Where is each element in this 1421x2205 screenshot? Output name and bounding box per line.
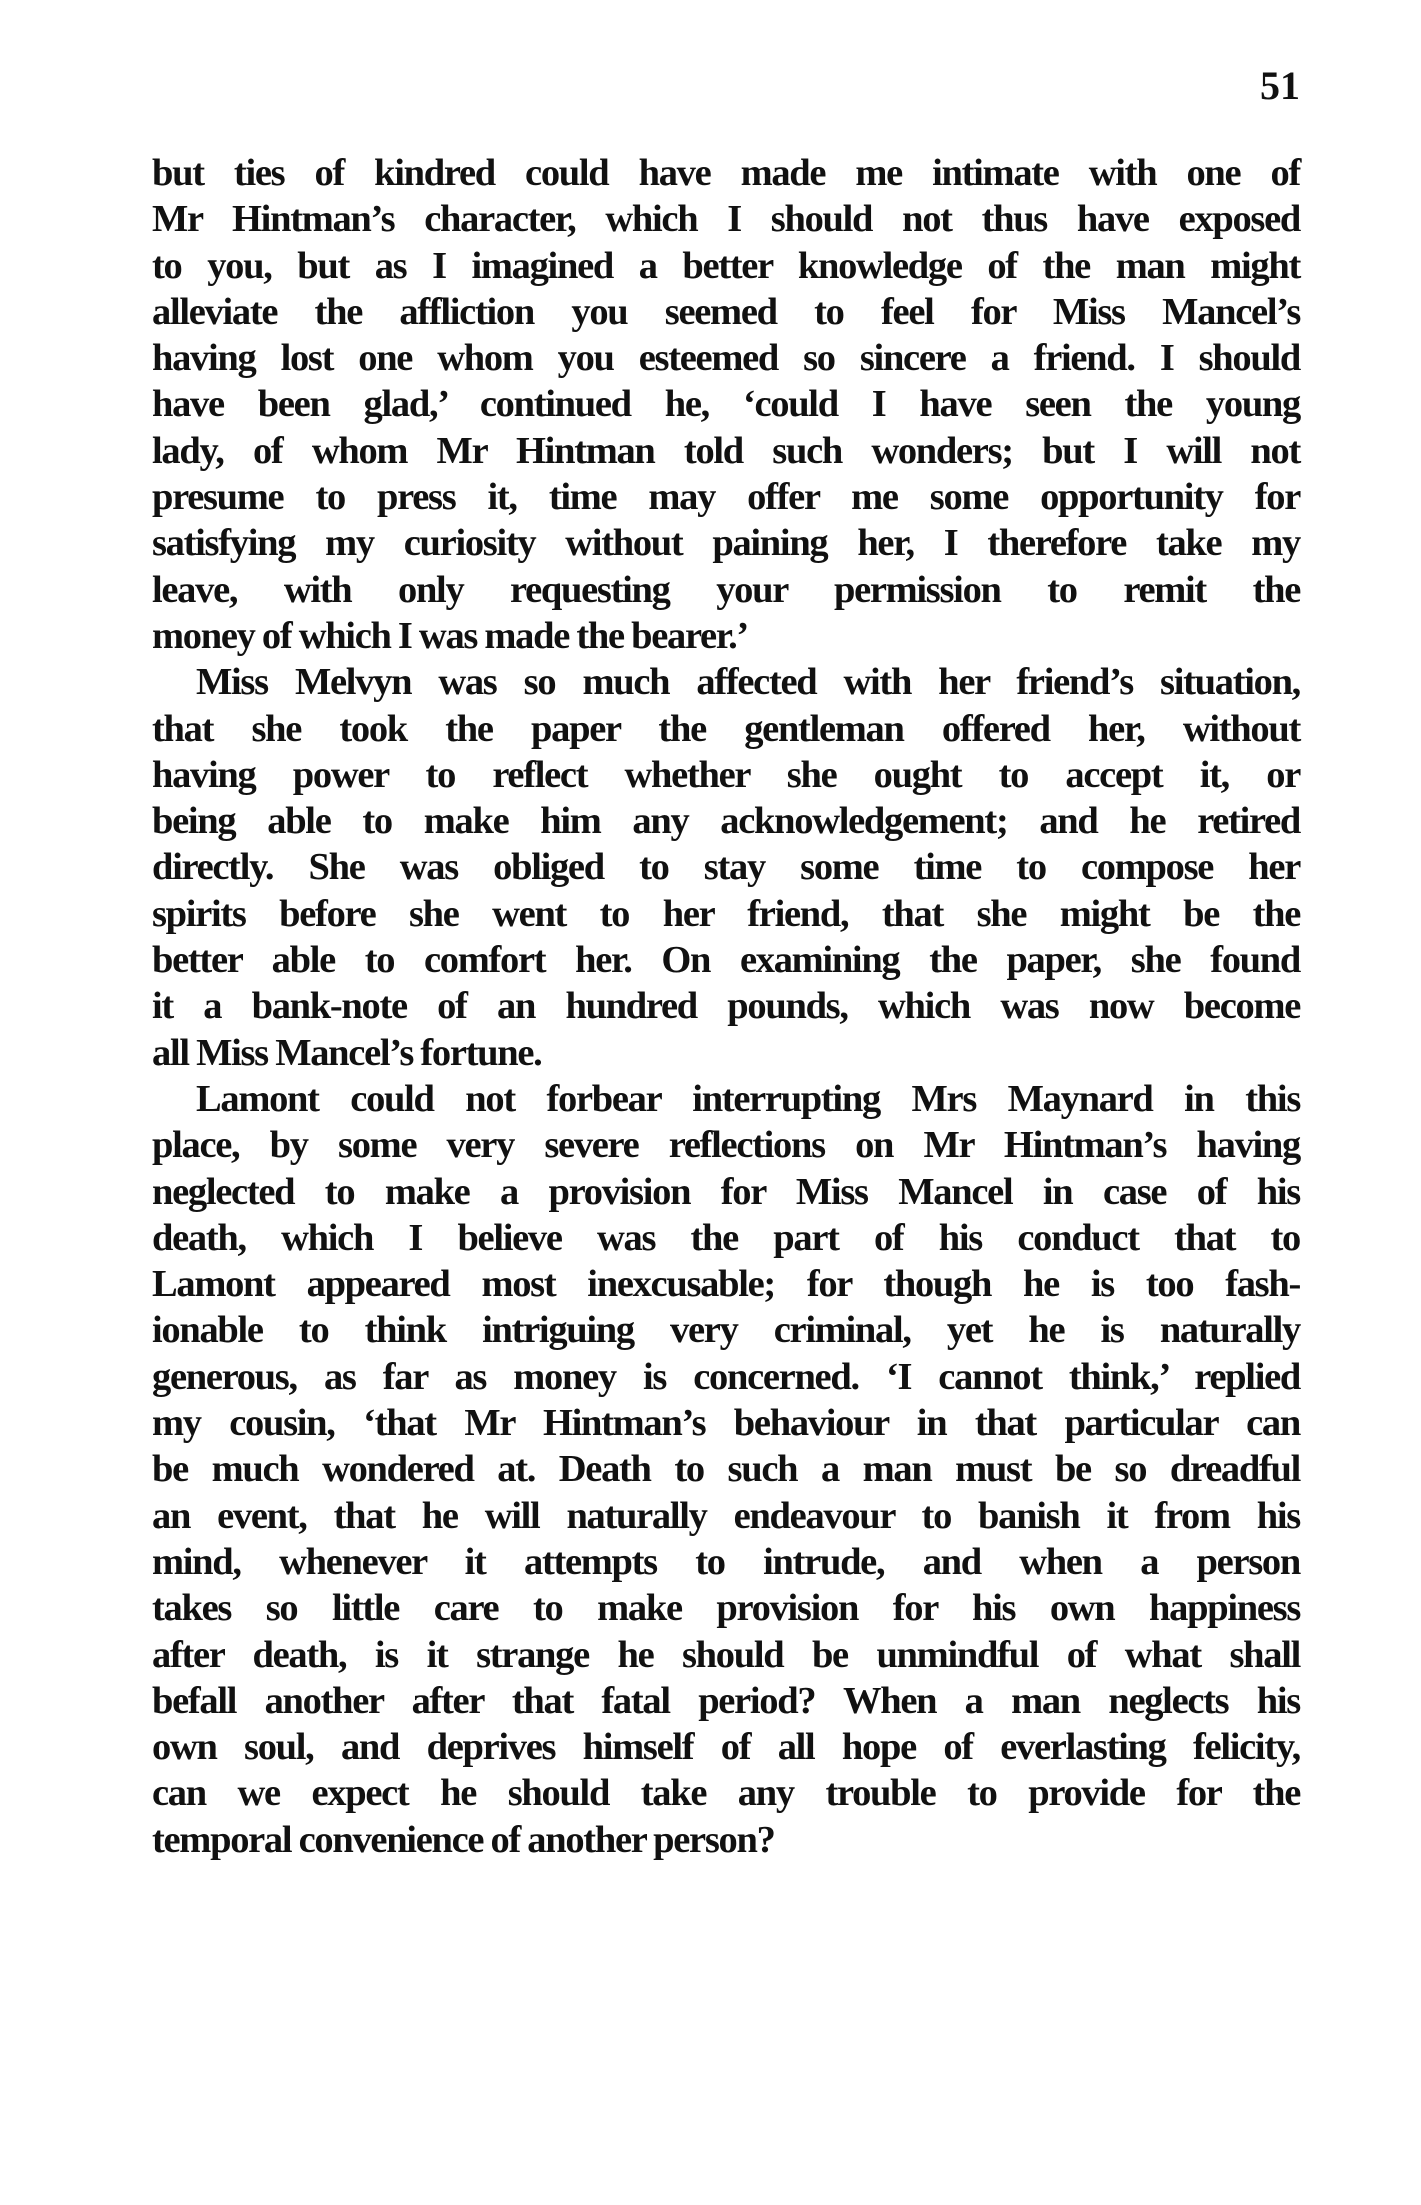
text-line: death, which I believe was the part of his conduct that to <box>152 1216 1300 1259</box>
body-text <box>152 150 1300 1863</box>
text-line: an event, that he will naturally endeavour to banish it from his <box>152 1494 1300 1537</box>
text-line: alleviate the affliction you seemed to feel for Miss Mancel’s <box>152 290 1300 333</box>
text-line: my cousin, ‘that Mr Hintman’s behaviour in that particular can <box>152 1402 1300 1445</box>
text-line: leave, with only requesting your permission to remit the <box>152 568 1300 611</box>
text-line: be much wondered at. Death to such a man must be so dreadful <box>152 1448 1300 1491</box>
text-line: to you, but as I imagined a better knowledge of the man might <box>152 244 1300 287</box>
text-line: temporal convenience of another person? <box>152 1818 775 1861</box>
text-line: befall another after that fatal period? When a man neglects his <box>152 1679 1300 1722</box>
text-line: directly. She was obliged to stay some time to compose her <box>152 846 1300 889</box>
paragraph <box>152 659 1300 1076</box>
text-line: ionable to think intriguing very criminal, yet he is naturally <box>152 1309 1300 1352</box>
text-line: being able to make him any acknowledgement; and he retired <box>152 800 1300 843</box>
text-line: spirits before she went to her friend, that she might be the <box>152 892 1300 935</box>
text-line: Miss Melvyn was so much affected with her friend’s situation, <box>196 661 1300 704</box>
text-line: after death, is it strange he should be unmindful of what shall <box>152 1633 1300 1676</box>
text-line: have been glad,’ continued he, ‘could I have seen the young <box>152 383 1300 426</box>
text-line: that she took the paper the gentleman offered her, without <box>152 707 1300 750</box>
text-line: generous, as far as money is concerned. ‘I cannot think,’ replied <box>152 1355 1300 1398</box>
text-line: better able to comfort her. On examining the paper, she found <box>152 939 1300 982</box>
text-line: satisfying my curiosity without paining her, I therefore take my <box>152 522 1300 565</box>
text-line: having power to reflect whether she ought to accept it, or <box>152 753 1300 796</box>
page-number: 51 <box>1260 63 1300 108</box>
paragraph <box>152 150 1300 659</box>
text-line: having lost one whom you esteemed so sincere a friend. I should <box>152 337 1300 380</box>
text-line: lady, of whom Mr Hintman told such wonders; but I will not <box>152 429 1300 472</box>
text-line: presume to press it, time may offer me some opportunity for <box>152 476 1300 519</box>
text-line: can we expect he should take any trouble to provide for the <box>152 1772 1300 1815</box>
text-line: neglected to make a provision for Miss Mancel in case of his <box>152 1170 1300 1213</box>
text-line: takes so little care to make provision for his own happiness <box>152 1587 1300 1630</box>
text-line: Mr Hintman’s character, which I should not thus have exposed <box>152 198 1300 241</box>
text-line: place, by some very severe reflections on Mr Hintman’s having <box>152 1124 1300 1167</box>
text-line: own soul, and deprives himself of all hope of everlasting felicity, <box>152 1726 1300 1769</box>
text-line: but ties of kindred could have made me intimate with one of <box>152 152 1300 194</box>
text-line: Lamont appeared most inexcusable; for though he is too fash- <box>152 1263 1300 1306</box>
text-line: Lamont could not forbear interrupting Mrs Maynard in this <box>196 1077 1300 1120</box>
text-line: all Miss Mancel’s fortune. <box>152 1031 542 1074</box>
text-line: money of which I was made the bearer.’ <box>152 614 748 657</box>
text-line: it a bank-note of an hundred pounds, which was now become <box>152 985 1300 1028</box>
text-line: mind, whenever it attempts to intrude, and when a person <box>152 1540 1300 1583</box>
paragraph <box>152 1076 1300 1863</box>
